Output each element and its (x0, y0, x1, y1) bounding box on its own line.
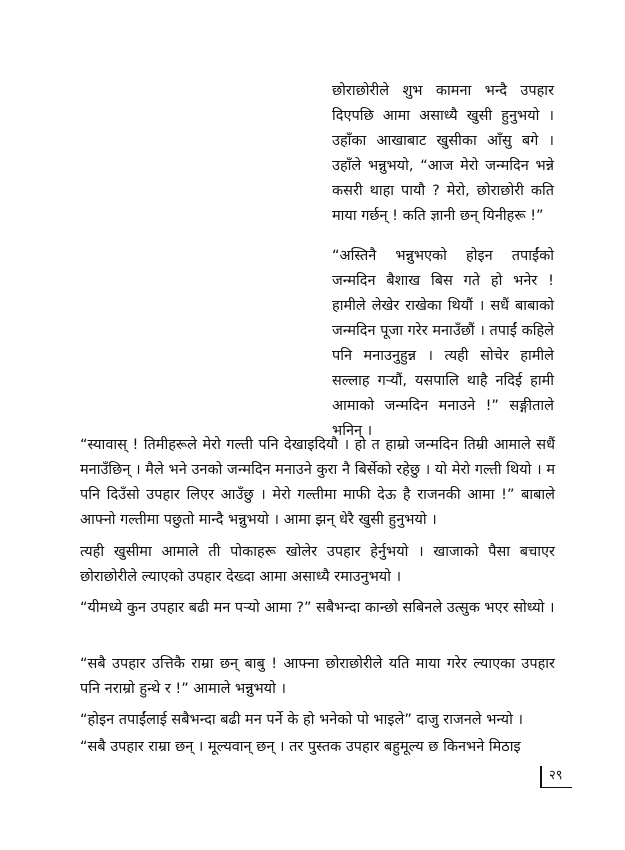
page-number-box (540, 766, 572, 788)
paragraph-opening-gifts: त्यही खुसीमा आमाले ती पोकाहरू खोलेर उपहार हेर्नुभयो । खाजाको पैसा बचाएर छोराछोरीले ल्याएको उपहार देख्दा आमा असाध्यै रमाउनुभयो । (80, 544, 555, 585)
paragraph-sangita-reply: “अस्तिनै भन्नुभएको होइन तपाईंको जन्मदिन बैशाख बिस गते हो भनेर ! हामीले लेखेर राखेका थियौं । सधैं बाबाको जन्मदिन पूजा गरेर मनाउँछौं । तपाईं कहिले पनि मनाउनुहुन्न । त्यही सोचेर हामीले सल्लाह गर्‍यौं, यसपालि थाहै नदिई हामी आमाको जन्मदिन मनाउने !” सङ्गीताले भनिन् । (332, 248, 554, 439)
paragraph-sabin-question: “यीमध्ये कुन उपहार बढी मन पर्‍यो आमा ?” सबैभन्दा कान्छो सबिनले उत्सुक भएर सोध्यो । (80, 600, 555, 616)
page-number: २९ (549, 768, 563, 783)
paragraph-gift-happiness: छोराछोरीले शुभ कामना भन्दै उपहार दिएपछि आमा असाध्यै खुसी हुनुभयो । उहाँका आखाबाट खुसीका आँसु बगे । उहाँले भन्नुभयो, “आज मेरो जन्मदिन भन्ने कसरी थाहा पायौ ? मेरो, छोराछोरी कति माया गर्छन् ! कति ज्ञानी छन् यिनीहरू !” (332, 83, 554, 224)
paragraph-book-gift: “सबै उपहार राम्रा छन् । मूल्यवान् छन् । तर पुस्तक उपहार बहुमूल्य छ किनभने मिठाइ (80, 739, 521, 755)
page-number-left-rule (540, 766, 542, 788)
paragraph-mother-answer: “सबै उपहार उत्तिकै राम्रा छन् बाबु ! आफ्ना छोराछोरीले यति माया गरेर ल्याएका उपहार पनि नराम्रो हुन्थे र !” आमाले भन्नुभयो । (80, 656, 555, 697)
paragraph-father-apology: “स्यावास् ! तिमीहरूले मेरो गल्ती पनि देखाइदियौ । हो त हाम्रो जन्मदिन तिम्री आमाले सधैं मनाउँछिन् । मैले भने उनको जन्मदिन मनाउने कुरा नै बिर्सेको रहेछु । यो मेरो गल्ती थियो । म पनि दिउँसो उपहार लिएर आउँछु । मेरो गल्तीमा माफी देऊ है राजनकी आमा !” बाबाले आफ्नो गल्तीमा पछुतो मान्दै भन्नुभयो । आमा झन् धेरै खुसी हुनुभयो । (80, 437, 555, 528)
paragraph-rajan-clarifies: “होइन तपाईंलाई सबैभन्दा बढी मन पर्ने के हो भनेको पो भाइले” दाजु राजनले भन्यो । (80, 712, 523, 728)
page-number-bottom-rule (540, 787, 572, 789)
